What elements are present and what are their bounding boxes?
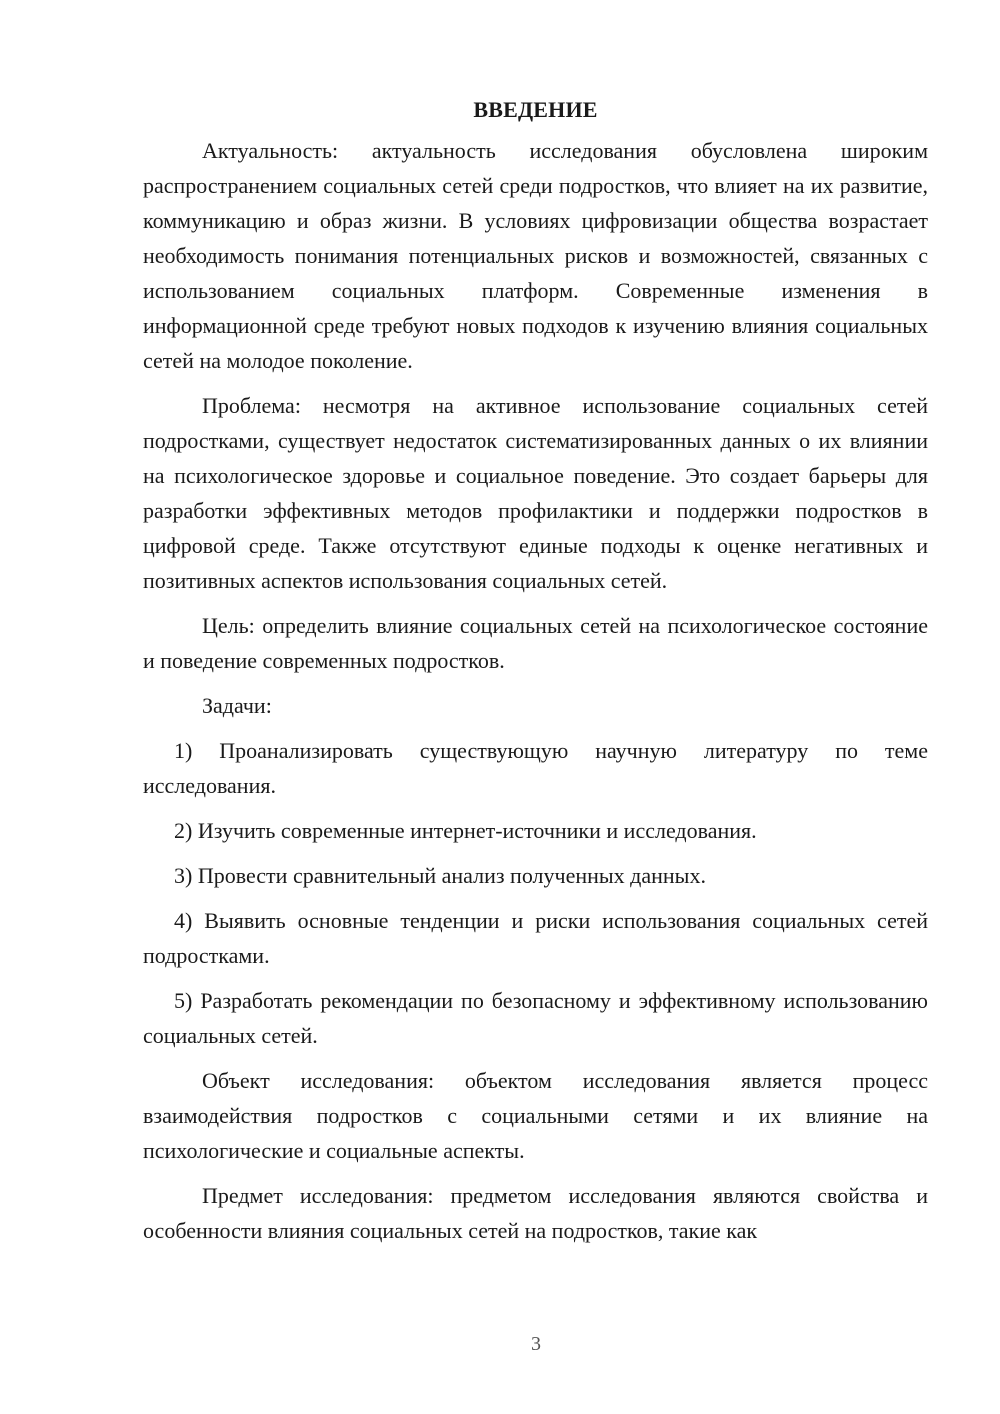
list-item: 5) Разработать рекомендации по безопасному и эффективному использованию социальных сетей.: [143, 988, 928, 1048]
list-item: 2) Изучить современные интернет-источники и исследования.: [174, 818, 757, 843]
tasks-heading: Задачи:: [202, 693, 272, 718]
paragraph-subject: Предмет исследования: предметом исследования являются свойства и особенности влияния социальных сетей на подростков, такие как: [143, 1183, 928, 1243]
tasks-list: [143, 733, 928, 1053]
paragraph-object: Объект исследования: объектом исследования является процесс взаимодействия подростков с социальными сетями и их влияние на психологические и социальные аспекты.: [143, 1068, 928, 1163]
document-page: [143, 92, 928, 1248]
list-item: 4) Выявить основные тенденции и риски использования социальных сетей подростками.: [143, 908, 928, 968]
paragraph-goal: Цель: определить влияние социальных сетей на психологическое состояние и поведение современных подростков.: [143, 613, 928, 673]
section-title: ВВЕДЕНИЕ: [473, 97, 598, 122]
paragraph-relevance: Актуальность: актуальность исследования обусловлена широким распространением социальных сетей среди подростков, что влияет на их развитие, коммуникацию и образ жизни. В условиях цифровизации общества возрастает необходимость понимания потенциальных рисков и возможностей, связанных с использованием социальных платформ. Современные изменения в информационной среде требуют новых подходов к изучению влияния социальных сетей на молодое поколение.: [143, 138, 928, 373]
list-item: 1) Проанализировать существующую научную литературу по теме исследования.: [143, 738, 928, 798]
paragraph-problem: Проблема: несмотря на активное использование социальных сетей подростками, существует недостаток систематизированных данных о их влиянии на психологическое здоровье и социальное поведение. Это создает барьеры для разработки эффективных методов профилактики и поддержки подростков в цифровой среде. Также отсутствуют единые подходы к оценке негативных и позитивных аспектов использования социальных сетей.: [143, 393, 928, 593]
list-item: 3) Провести сравнительный анализ полученных данных.: [174, 863, 706, 888]
page-number: 3: [531, 1333, 541, 1355]
